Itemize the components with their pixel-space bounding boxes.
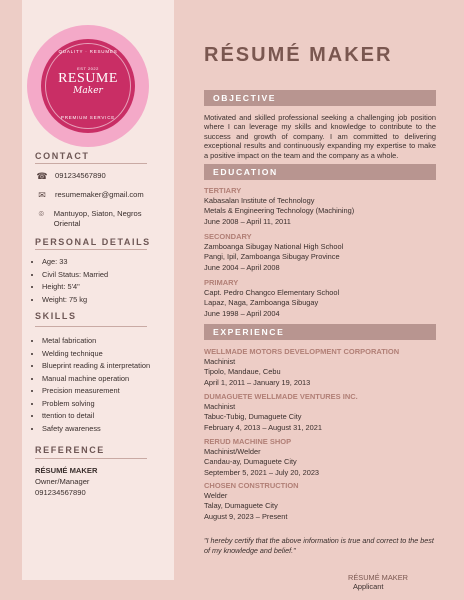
experience-company: WELLMADE MOTORS DEVELOPMENT CORPORATION [204, 347, 400, 356]
personal-height: • Height: 5'4" [42, 281, 167, 294]
skills-heading: SKILLS [35, 311, 77, 321]
experience-role: Welder [204, 491, 228, 501]
contact-phone: 091234567890 [55, 171, 106, 180]
experience-company: DUMAGUETE WELLMADE VENTURES INC. [204, 392, 358, 401]
experience-company: RERUD MACHINE SHOP [204, 437, 292, 446]
experience-dates: February 4, 2013 – August 31, 2021 [204, 422, 322, 432]
email-icon: ✉ [38, 190, 46, 200]
contact-heading: CONTACT [35, 151, 90, 161]
reference-name: RÉSUMÉ MAKER [35, 466, 98, 475]
experience-dates: August 9, 2023 – Present [204, 511, 288, 521]
experience-place: Candau-ay, Dumaguete City [204, 457, 297, 467]
reference-phone: 091234567890 [35, 488, 86, 497]
logo-emblem [41, 39, 135, 133]
personal-divider [35, 249, 147, 250]
experience-entry [204, 437, 436, 478]
education-detail: Metals & Engineering Technology (Machining) [204, 206, 355, 216]
signature-role: Applicant [353, 582, 384, 591]
skill-item: • Metal fabrication [42, 335, 167, 348]
experience-role: Machinist [204, 402, 236, 412]
experience-role: Machinist/Welder [204, 447, 261, 457]
page-title: RÉSUMÉ MAKER [204, 44, 393, 66]
education-dates: June 2004 – April 2008 [204, 262, 280, 272]
phone-icon: ☎ [36, 171, 48, 181]
experience-entry [204, 392, 436, 433]
experience-place: Tipolo, Mandaue, Cebu [204, 367, 281, 377]
experience-dates: September 5, 2021 – July 20, 2023 [204, 467, 320, 477]
personal-civil-status: • Civil Status: Married [42, 269, 167, 282]
skills-list [33, 335, 167, 435]
reference-role: Owner/Manager [35, 477, 90, 486]
experience-company: CHOSEN CONSTRUCTION [204, 481, 299, 490]
logo-arc-bottom-text: PREMIUM SERVICE [60, 115, 116, 120]
skill-item: • Welding technique [42, 348, 167, 361]
personal-details-list [33, 256, 167, 306]
skill-item: • Problem solving [42, 398, 167, 411]
contact-address-row [35, 209, 160, 229]
personal-weight: • Weight: 75 kg [42, 294, 167, 307]
education-entry-secondary [204, 232, 436, 273]
experience-place: Talay, Dumaguete City [204, 501, 278, 511]
location-icon: ⌾ [38, 209, 45, 219]
reference-heading: REFERENCE [35, 445, 105, 455]
logo-arc-top-text: QUALITY · RESUMES [58, 49, 118, 54]
contact-email-row [35, 190, 160, 200]
logo-script-text: Maker [73, 86, 103, 96]
education-entry-tertiary [204, 186, 436, 227]
skill-item: • Manual machine operation [42, 373, 167, 386]
logo-main-text: RESUME [58, 71, 118, 86]
reference-divider [35, 458, 147, 459]
education-dates: June 1998 – April 2004 [204, 308, 280, 318]
education-level: PRIMARY [204, 278, 239, 287]
experience-entry [204, 347, 436, 388]
skills-divider [35, 326, 147, 327]
education-entry-primary [204, 278, 436, 319]
education-heading: EDUCATION [204, 164, 436, 180]
signature-name: RÉSUMÉ MAKER [348, 573, 408, 582]
education-level: SECONDARY [204, 232, 252, 241]
experience-entry [204, 481, 436, 522]
education-detail: Lapaz, Naga, Zamboanga Sibugay [204, 298, 319, 308]
experience-heading: EXPERIENCE [204, 324, 436, 340]
education-dates: June 2008 – April 11, 2011 [204, 216, 291, 226]
experience-dates: April 1, 2011 – January 19, 2013 [204, 377, 311, 387]
objective-text: Motivated and skilled professional seeking a challenging job position where I can leverage my skills and knowledge to contribute to the success and growth of company. I am committed to delivering exceptional results and continuously expanding my expertise to make a positive impact on the team and the company as a whole. [204, 113, 436, 160]
education-school: Capt. Pedro Changco Elementary School [204, 288, 340, 298]
personal-age: • Age: 33 [42, 256, 167, 269]
logo-est-text: EST 2022 [77, 66, 99, 71]
contact-email: resumemaker@gmail.com [55, 190, 144, 199]
education-school: Zamboanga Sibugay National High School [204, 242, 344, 252]
education-level: TERTIARY [204, 186, 242, 195]
personal-details-heading: PERSONAL DETAILS [35, 237, 151, 247]
education-school: Kabasalan Institute of Technology [204, 196, 315, 206]
contact-address: Mantuyop, Siaton, Negros Oriental [53, 209, 142, 228]
objective-heading: OBJECTIVE [204, 90, 436, 106]
experience-role: Machinist [204, 357, 236, 367]
contact-phone-row [35, 171, 160, 181]
skill-item: • Safety awareness [42, 423, 167, 436]
skill-item: • Precision measurement [42, 385, 167, 398]
certification-statement: "I hereby certify that the above information is true and correct to the best of my knowledge and belief." [204, 536, 434, 555]
education-detail: Pangi, Ipil, Zamboanga Sibugay Province [204, 252, 340, 262]
skill-item: • Blueprint reading & interpretation [42, 360, 167, 373]
skill-item: • ttention to detail [42, 410, 167, 423]
experience-place: Tabuc-Tubig, Dumaguete City [204, 412, 302, 422]
contact-divider [35, 163, 147, 164]
